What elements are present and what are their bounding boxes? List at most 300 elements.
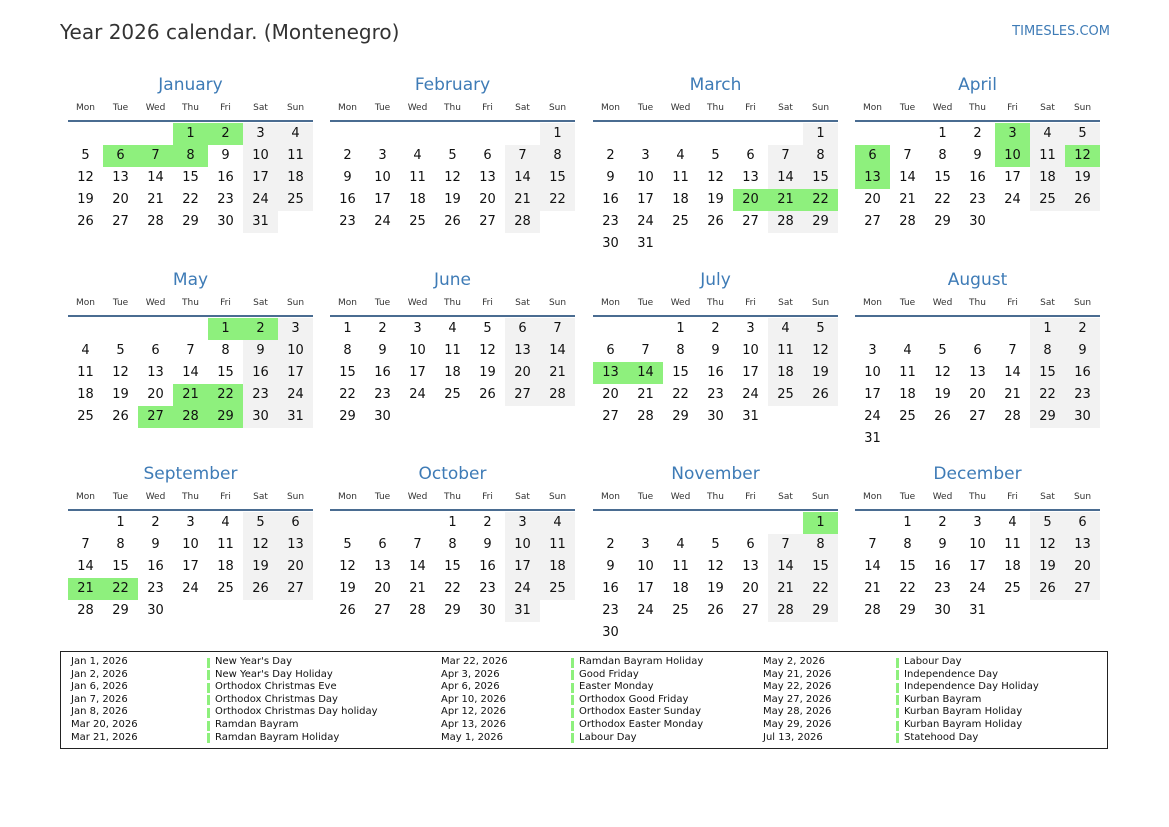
day-cell: 20 [505, 362, 540, 384]
day-cell: 13 [742, 559, 759, 574]
day-cell: 26 [707, 603, 724, 618]
weekday-label: Mon [601, 492, 620, 502]
holiday-date: Apr 6, 2026 [441, 681, 500, 693]
day-cell: 12 [112, 365, 129, 380]
day-cell: 27 [602, 409, 619, 424]
holiday-marker [207, 683, 210, 693]
weekday-label: Tue [637, 492, 654, 502]
day-cell: 22 [444, 581, 461, 596]
month-march [593, 75, 838, 265]
day-cell: 6 [483, 148, 492, 163]
page-title: Year 2026 calendar. (Montenegro) [60, 20, 400, 44]
day-cell: 8 [116, 537, 125, 552]
day-cell: 4 [1030, 123, 1065, 145]
day-cell-holiday: 10 [995, 145, 1030, 167]
weekday-label: Sun [1073, 492, 1092, 502]
day-cell: 26 [339, 603, 356, 618]
weekday-label: Fri [482, 103, 493, 113]
day-cell: 6 [606, 343, 615, 358]
day-cell-holiday: 21 [173, 384, 208, 406]
day-cell: 6 [1065, 512, 1100, 534]
day-cell: 19 [243, 556, 278, 578]
day-cell: 15 [444, 559, 461, 574]
weekday-header [593, 103, 838, 115]
header-rule [330, 120, 575, 122]
day-cell: 28 [77, 603, 94, 618]
day-cell: 19 [77, 192, 94, 207]
holiday-name: Independence Day [904, 668, 999, 680]
day-cell: 4 [278, 123, 313, 145]
weekday-label: Thu [969, 103, 986, 113]
day-cell: 22 [803, 578, 838, 600]
day-cell: 21 [899, 192, 916, 207]
month-name: December [933, 464, 1022, 484]
day-cell: 16 [707, 365, 724, 380]
day-cell: 9 [711, 343, 720, 358]
day-cell: 4 [540, 512, 575, 534]
day-cell: 5 [711, 148, 720, 163]
day-cell: 5 [711, 537, 720, 552]
weekday-label: Mon [338, 298, 357, 308]
day-cell: 13 [1065, 534, 1100, 556]
day-cell: 30 [602, 625, 619, 640]
day-cell: 22 [934, 192, 951, 207]
weekday-label: Thu [969, 298, 986, 308]
day-cell: 14 [864, 559, 881, 574]
day-cell: 15 [803, 167, 838, 189]
day-cell: 4 [768, 318, 803, 340]
day-cell: 2 [483, 515, 492, 530]
day-cell: 23 [707, 387, 724, 402]
day-cell: 28 [147, 214, 164, 229]
day-cell: 9 [151, 537, 160, 552]
day-cell: 23 [934, 581, 951, 596]
header-rule [855, 509, 1100, 511]
header-rule [593, 120, 838, 122]
weekday-label: Sat [778, 103, 793, 113]
day-cell-holiday: 28 [173, 406, 208, 428]
day-cell: 27 [742, 214, 759, 229]
weekday-label: Tue [112, 103, 129, 113]
holiday-marker [896, 695, 899, 705]
weekday-label: Thu [707, 492, 724, 502]
weekday-label: Thu [444, 492, 461, 502]
day-cell: 27 [505, 384, 540, 406]
day-cell: 17 [637, 581, 654, 596]
weekday-label: Wed [670, 298, 691, 308]
day-cell: 8 [803, 145, 838, 167]
holiday-date: Jan 7, 2026 [71, 693, 128, 705]
day-cell: 8 [938, 148, 947, 163]
holiday-date: May 21, 2026 [763, 668, 832, 680]
day-cell: 26 [479, 387, 496, 402]
day-cell: 16 [602, 192, 619, 207]
day-cell-holiday: 20 [733, 189, 768, 211]
day-cell: 5 [343, 537, 352, 552]
site-link[interactable]: TIMESLES.COM [1012, 24, 1110, 39]
holiday-name: Labour Day [904, 656, 962, 667]
day-cell: 1 [343, 321, 352, 336]
weekday-header [330, 103, 575, 115]
holiday-name: Kurban Bayram Holiday [904, 719, 1023, 730]
month-november [593, 464, 838, 654]
holiday-date: Mar 22, 2026 [441, 656, 508, 667]
holiday-marker [571, 670, 574, 680]
day-cell: 9 [1065, 340, 1100, 362]
day-cell: 2 [606, 537, 615, 552]
day-cell-holiday: 8 [173, 145, 208, 167]
day-cell: 31 [637, 236, 654, 251]
holiday-marker [896, 721, 899, 731]
day-cell: 26 [112, 409, 129, 424]
day-cell: 4 [1008, 515, 1017, 530]
day-cell: 20 [479, 192, 496, 207]
holiday-name: New Year's Day Holiday [215, 668, 333, 680]
day-cell: 24 [1004, 192, 1021, 207]
day-cell: 16 [147, 559, 164, 574]
weekday-label: Sun [286, 492, 305, 502]
weekday-label: Thu [707, 103, 724, 113]
weekday-header [593, 492, 838, 504]
day-cell: 5 [81, 148, 90, 163]
day-cell: 18 [672, 192, 689, 207]
day-cell: 19 [479, 365, 496, 380]
day-cell: 29 [934, 214, 951, 229]
day-cell: 19 [444, 192, 461, 207]
holiday-date: Mar 21, 2026 [71, 731, 138, 743]
weekday-label: Wed [407, 103, 428, 113]
day-cell: 7 [903, 148, 912, 163]
day-cell: 25 [278, 189, 313, 211]
weekday-label: Sun [548, 103, 567, 113]
day-cell-holiday: 1 [208, 318, 243, 340]
day-cell: 4 [676, 148, 685, 163]
day-cell: 26 [1030, 578, 1065, 600]
holiday-date: Jan 8, 2026 [71, 706, 128, 718]
day-cell: 9 [606, 170, 615, 185]
day-cell: 3 [243, 123, 278, 145]
day-cell: 4 [221, 515, 230, 530]
day-cell: 26 [444, 214, 461, 229]
day-cell: 27 [742, 603, 759, 618]
day-cell: 15 [899, 559, 916, 574]
day-cell: 7 [868, 537, 877, 552]
weekday-label: Tue [112, 492, 129, 502]
weekday-label: Mon [601, 103, 620, 113]
day-cell-holiday: 6 [855, 145, 890, 167]
weekday-header [68, 103, 313, 115]
day-cell: 20 [742, 581, 759, 596]
day-cell: 6 [973, 343, 982, 358]
day-cell: 5 [116, 343, 125, 358]
holiday-name: Ramdan Bayram [215, 719, 299, 730]
day-cell: 19 [707, 581, 724, 596]
holiday-date: May 22, 2026 [763, 681, 832, 693]
day-cell: 28 [637, 409, 654, 424]
day-cell: 9 [378, 343, 387, 358]
day-cell: 10 [409, 343, 426, 358]
weekday-label: Thu [182, 298, 199, 308]
day-cell-holiday: 22 [103, 578, 138, 600]
holiday-name: Ramdan Bayram Holiday [579, 656, 704, 667]
day-cell: 28 [1004, 409, 1021, 424]
holiday-marker [896, 733, 899, 743]
weekday-label: Tue [374, 103, 391, 113]
day-cell: 18 [409, 192, 426, 207]
month-january [68, 75, 313, 265]
day-cell: 11 [768, 340, 803, 362]
header-rule [68, 120, 313, 122]
weekday-label: Thu [182, 103, 199, 113]
day-cell: 30 [969, 214, 986, 229]
day-cell: 24 [243, 189, 278, 211]
day-cell: 11 [899, 365, 916, 380]
day-cell: 12 [479, 343, 496, 358]
day-cell: 29 [803, 600, 838, 622]
holiday-marker [571, 695, 574, 705]
weekday-header [855, 103, 1100, 115]
weekday-label: Thu [444, 103, 461, 113]
header-rule [593, 315, 838, 317]
day-cell: 22 [672, 387, 689, 402]
day-cell: 4 [81, 343, 90, 358]
day-cell: 10 [864, 365, 881, 380]
day-cell: 24 [409, 387, 426, 402]
day-cell: 16 [374, 365, 391, 380]
day-cell: 6 [151, 343, 160, 358]
day-cell: 28 [540, 384, 575, 406]
day-cell: 12 [339, 559, 356, 574]
weekday-label: Tue [637, 298, 654, 308]
month-name: August [947, 270, 1008, 290]
month-name: October [418, 464, 487, 484]
weekday-label: Fri [745, 492, 756, 502]
day-cell: 2 [606, 148, 615, 163]
day-cell: 12 [77, 170, 94, 185]
day-cell: 16 [602, 581, 619, 596]
day-cell: 10 [182, 537, 199, 552]
day-cell: 9 [243, 340, 278, 362]
day-cell: 21 [409, 581, 426, 596]
day-cell: 14 [505, 167, 540, 189]
day-cell: 30 [1065, 406, 1100, 428]
weekday-label: Sun [811, 492, 830, 502]
day-cell: 15 [112, 559, 129, 574]
day-cell: 17 [637, 192, 654, 207]
day-cell: 15 [672, 365, 689, 380]
day-cell: 4 [676, 537, 685, 552]
day-cell: 7 [641, 343, 650, 358]
day-cell: 20 [112, 192, 129, 207]
weekday-label: Mon [76, 492, 95, 502]
day-cell: 18 [278, 167, 313, 189]
day-cell: 1 [1030, 318, 1065, 340]
header-rule [855, 120, 1100, 122]
day-cell-holiday: 21 [68, 578, 103, 600]
day-cell: 6 [746, 537, 755, 552]
day-cell: 30 [934, 603, 951, 618]
day-cell: 11 [1030, 145, 1065, 167]
header-rule [68, 509, 313, 511]
day-cell: 10 [637, 170, 654, 185]
month-name: September [143, 464, 238, 484]
weekday-label: Wed [407, 492, 428, 502]
day-cell-holiday: 29 [208, 406, 243, 428]
header-rule [593, 509, 838, 511]
holiday-marker [896, 708, 899, 718]
day-cell: 20 [147, 387, 164, 402]
day-cell: 29 [112, 603, 129, 618]
day-cell: 29 [182, 214, 199, 229]
day-cell: 13 [278, 534, 313, 556]
day-cell: 12 [1030, 534, 1065, 556]
day-cell: 31 [278, 406, 313, 428]
weekday-label: Sun [811, 298, 830, 308]
day-cell: 31 [243, 211, 278, 233]
holiday-name: Good Friday [579, 668, 639, 680]
day-cell: 19 [934, 387, 951, 402]
holiday-name: Orthodox Christmas Day holiday [215, 706, 378, 718]
weekday-label: Wed [145, 492, 166, 502]
weekday-header [330, 298, 575, 310]
day-cell: 11 [444, 343, 461, 358]
day-cell: 1 [903, 515, 912, 530]
day-cell: 19 [707, 192, 724, 207]
day-cell: 26 [77, 214, 94, 229]
holiday-name: Orthodox Easter Sunday [579, 706, 702, 718]
day-cell: 22 [540, 189, 575, 211]
day-cell: 15 [182, 170, 199, 185]
day-cell: 17 [864, 387, 881, 402]
day-cell: 7 [81, 537, 90, 552]
weekday-label: Wed [407, 298, 428, 308]
header-rule [855, 315, 1100, 317]
month-october [330, 464, 575, 654]
month-name: March [689, 75, 742, 95]
weekday-header [593, 298, 838, 310]
day-cell: 12 [707, 170, 724, 185]
day-cell: 6 [505, 318, 540, 340]
day-cell: 30 [602, 236, 619, 251]
month-april [855, 75, 1100, 265]
month-name: February [414, 75, 491, 95]
day-cell: 2 [1065, 318, 1100, 340]
weekday-label: Mon [601, 298, 620, 308]
weekday-label: Thu [969, 492, 986, 502]
day-cell: 24 [182, 581, 199, 596]
day-cell: 10 [742, 343, 759, 358]
weekday-label: Thu [707, 298, 724, 308]
weekday-label: Tue [899, 492, 916, 502]
month-name: May [172, 270, 209, 290]
day-cell: 16 [339, 192, 356, 207]
day-cell: 1 [676, 321, 685, 336]
day-cell: 30 [707, 409, 724, 424]
day-cell: 21 [864, 581, 881, 596]
day-cell-holiday: 3 [995, 123, 1030, 145]
weekday-label: Sun [811, 103, 830, 113]
weekday-label: Fri [220, 298, 231, 308]
holiday-name: Orthodox Good Friday [579, 693, 689, 705]
day-cell: 3 [278, 318, 313, 340]
day-cell: 9 [483, 537, 492, 552]
weekday-header [68, 298, 313, 310]
day-cell: 23 [374, 387, 391, 402]
day-cell: 3 [868, 343, 877, 358]
holiday-marker [207, 733, 210, 743]
day-cell: 30 [217, 214, 234, 229]
day-cell: 14 [182, 365, 199, 380]
weekday-label: Wed [670, 492, 691, 502]
day-cell: 24 [637, 603, 654, 618]
day-cell: 17 [969, 559, 986, 574]
day-cell: 17 [278, 362, 313, 384]
weekday-label: Sat [253, 103, 268, 113]
day-cell: 17 [409, 365, 426, 380]
day-cell: 5 [243, 512, 278, 534]
day-cell: 11 [672, 170, 689, 185]
day-cell: 21 [147, 192, 164, 207]
day-cell: 4 [448, 321, 457, 336]
holiday-date: May 2, 2026 [763, 656, 826, 667]
day-cell: 20 [1065, 556, 1100, 578]
day-cell: 7 [768, 534, 803, 556]
day-cell: 27 [374, 603, 391, 618]
day-cell: 16 [969, 170, 986, 185]
day-cell: 27 [278, 578, 313, 600]
day-cell: 5 [448, 148, 457, 163]
day-cell: 23 [969, 192, 986, 207]
holiday-name: Independence Day Holiday [904, 681, 1039, 693]
day-cell: 31 [969, 603, 986, 618]
day-cell: 4 [413, 148, 422, 163]
day-cell: 1 [448, 515, 457, 530]
day-cell: 20 [374, 581, 391, 596]
day-cell-holiday: 22 [803, 189, 838, 211]
holiday-marker [896, 670, 899, 680]
day-cell: 10 [278, 340, 313, 362]
header-rule [330, 509, 575, 511]
month-name: April [958, 75, 997, 95]
weekday-label: Tue [899, 103, 916, 113]
day-cell: 23 [1065, 384, 1100, 406]
weekday-label: Fri [220, 103, 231, 113]
day-cell: 1 [540, 123, 575, 145]
day-cell: 29 [339, 409, 356, 424]
day-cell: 24 [742, 387, 759, 402]
day-cell: 24 [864, 409, 881, 424]
weekday-label: Sat [778, 492, 793, 502]
month-august [855, 270, 1100, 460]
day-cell: 8 [343, 343, 352, 358]
day-cell: 14 [899, 170, 916, 185]
holiday-date: Jan 1, 2026 [71, 656, 128, 667]
day-cell: 15 [540, 167, 575, 189]
day-cell: 30 [243, 406, 278, 428]
day-cell: 25 [444, 387, 461, 402]
day-cell: 16 [1065, 362, 1100, 384]
day-cell: 19 [803, 362, 838, 384]
day-cell: 24 [374, 214, 391, 229]
holiday-date: Jul 13, 2026 [763, 731, 823, 743]
day-cell: 2 [711, 321, 720, 336]
weekday-label: Mon [76, 298, 95, 308]
holiday-marker [207, 658, 210, 668]
day-cell: 12 [444, 170, 461, 185]
day-cell: 7 [1008, 343, 1017, 358]
month-name: January [158, 75, 223, 95]
weekday-label: Sun [1073, 298, 1092, 308]
